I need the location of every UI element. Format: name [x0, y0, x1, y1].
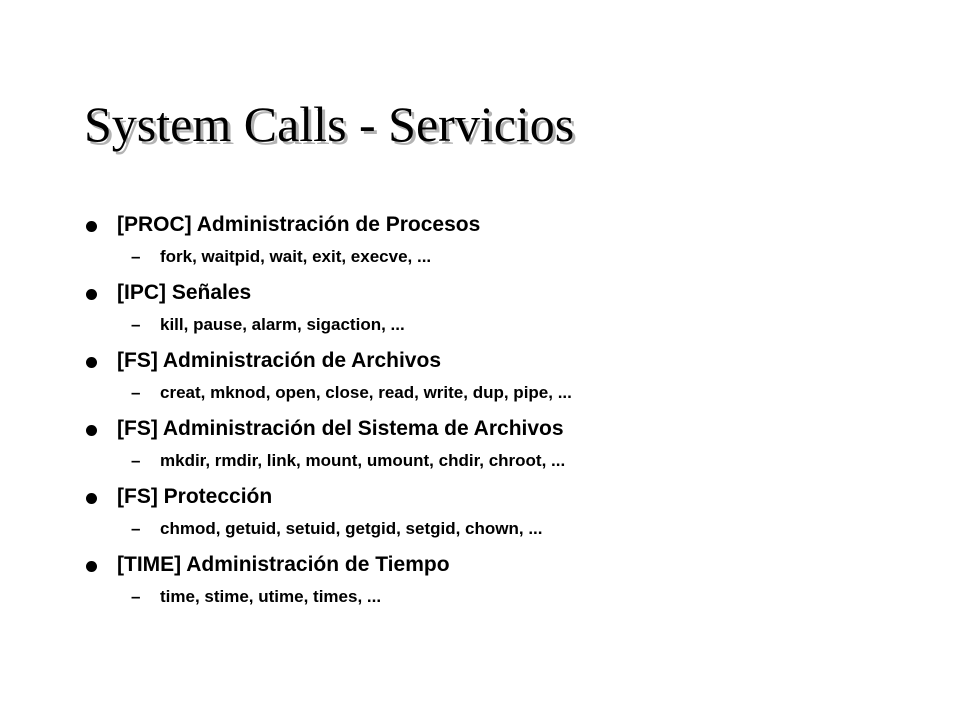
sub-item-text: mkdir, rmdir, link, mount, umount, chdir, chroot, ... — [160, 451, 566, 470]
bullet-dot-icon — [86, 561, 97, 572]
dash-icon: – — [131, 451, 141, 470]
bullet-label: [IPC] Señales — [117, 281, 252, 304]
bullet-item-fs-proteccion — [0, 479, 960, 513]
bullet-dot-icon — [86, 289, 97, 300]
bullet-label: [FS] Administración de Archivos — [117, 349, 441, 372]
sub-item-fs-proteccion — [0, 513, 960, 547]
bullet-label: [FS] Administración del Sistema de Archivos — [117, 417, 564, 440]
bullet-item-fs-sistema — [0, 411, 960, 445]
bullet-item-fs-archivos — [0, 343, 960, 377]
dash-icon: – — [131, 247, 141, 266]
dash-icon: – — [131, 587, 141, 606]
sub-item-text: time, stime, utime, times, ... — [160, 587, 382, 606]
sub-item-text: kill, pause, alarm, sigaction, ... — [160, 315, 405, 334]
bullet-item-ipc — [0, 275, 960, 309]
bullet-label: [TIME] Administración de Tiempo — [117, 553, 450, 576]
sub-item-text: creat, mknod, open, close, read, write, dup, pipe, ... — [160, 383, 572, 402]
bullet-dot-icon — [86, 357, 97, 368]
slide-title: System Calls - Servicios — [84, 96, 575, 152]
bullet-dot-icon — [86, 425, 97, 436]
sub-item-fs-archivos — [0, 377, 960, 411]
dash-icon: – — [131, 315, 141, 334]
sub-item-fs-sistema — [0, 445, 960, 479]
bullet-label: [FS] Protección — [117, 485, 273, 508]
sub-item-ipc — [0, 309, 960, 343]
sub-item-time — [0, 581, 960, 615]
sub-item-proc — [0, 241, 960, 275]
sub-item-text: chmod, getuid, setuid, getgid, setgid, chown, ... — [160, 519, 543, 538]
bullet-dot-icon — [86, 493, 97, 504]
sub-item-text: fork, waitpid, wait, exit, execve, ... — [160, 247, 432, 266]
dash-icon: – — [131, 519, 141, 538]
bullet-dot-icon — [86, 221, 97, 232]
bullet-item-time — [0, 547, 960, 581]
bullet-list — [0, 207, 960, 615]
dash-icon: – — [131, 383, 141, 402]
bullet-label: [PROC] Administración de Procesos — [117, 213, 481, 236]
bullet-item-proc — [0, 207, 960, 241]
